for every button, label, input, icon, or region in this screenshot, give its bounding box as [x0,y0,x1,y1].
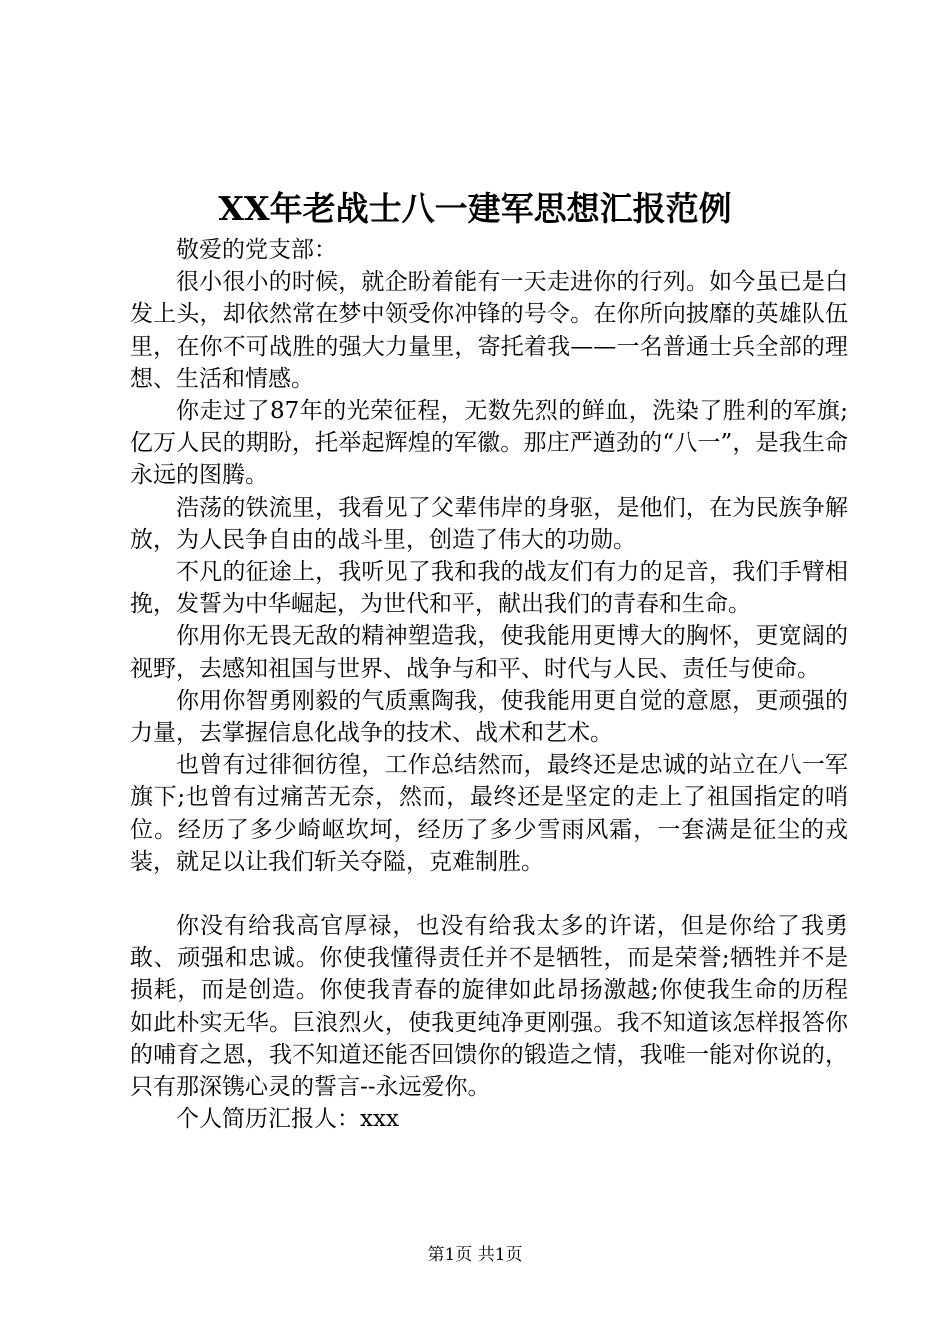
salutation: 敬爱的党支部： [176,237,337,263]
paragraph-6: 你用你智勇刚毅的气质熏陶我，使我能用更自觉的意愿，更顽强的力量，去掌握信息化战争的技术、战术和艺术。 [130,687,848,747]
document-body [130,234,848,1135]
paragraph-8: 你没有给我高官厚禄，也没有给我太多的许诺，但是你给了我勇敢、顽强和忠诚。你使我懂得责任并不是牺牲，而是荣誉;牺牲并不是损耗，而是创造。你使我青春的旋律如此昂扬激越;你使我生命的历程如此朴实无华。巨浪烈火，使我更纯净更刚强。我不知道该怎样报答你的哺育之恩，我不知道还能否回馈你的锻造之情，我唯一能对你说的，只有那深镌心灵的誓言--永远爱你。 [130,913,848,1101]
paragraph-1: 很小很小的时候，就企盼着能有一天走进你的行列。如今虽已是白发上头，却依然常在梦中领受你冲锋的号令。在你所向披靡的英雄队伍里，在你不可战胜的强大力量里，寄托着我——一名普通士兵全部的理想、生活和情感。 [130,269,848,392]
paragraph-7: 也曾有过徘徊彷徨，工作总结然而，最终还是忠诚的站立在八一军旗下;也曾有过痛苦无奈，然而，最终还是坚定的走上了祖国指定的哨位。经历了多少崎岖坎坷，经历了多少雪雨风霜，一套满是征尘的戎装，就足以让我们斩关夺隘，克难制胜。 [130,752,848,875]
paragraph-4: 不凡的征途上，我听见了我和我的战友们有力的足音，我们手臂相挽，发誓为中华崛起，为世代和平，献出我们的青春和生命。 [130,559,848,618]
paragraph-3: 浩荡的铁流里，我看见了父辈伟岸的身驱，是他们，在为民族争解放，为人民争自由的战斗里，创造了伟大的功勋。 [130,494,848,553]
paragraph-2: 你走过了87年的光荣征程，无数先烈的鲜血，洗染了胜利的军旗;亿万人民的期盼，托举起辉煌的军徽。那庄严遒劲的“八一”，是我生命永远的图腾。 [130,398,848,489]
page-footer: 第1页 共1页 [427,1245,523,1265]
paragraph-5: 你用你无畏无敌的精神塑造我，使我能用更博大的胸怀，更宽阔的视野，去感知祖国与世界、战争与和平、时代与人民、责任与使命。 [130,623,848,682]
signature: 个人简历汇报人：xxx [176,1106,399,1133]
document-title: XX年老战士八一建军思想汇报范例 [218,189,732,228]
